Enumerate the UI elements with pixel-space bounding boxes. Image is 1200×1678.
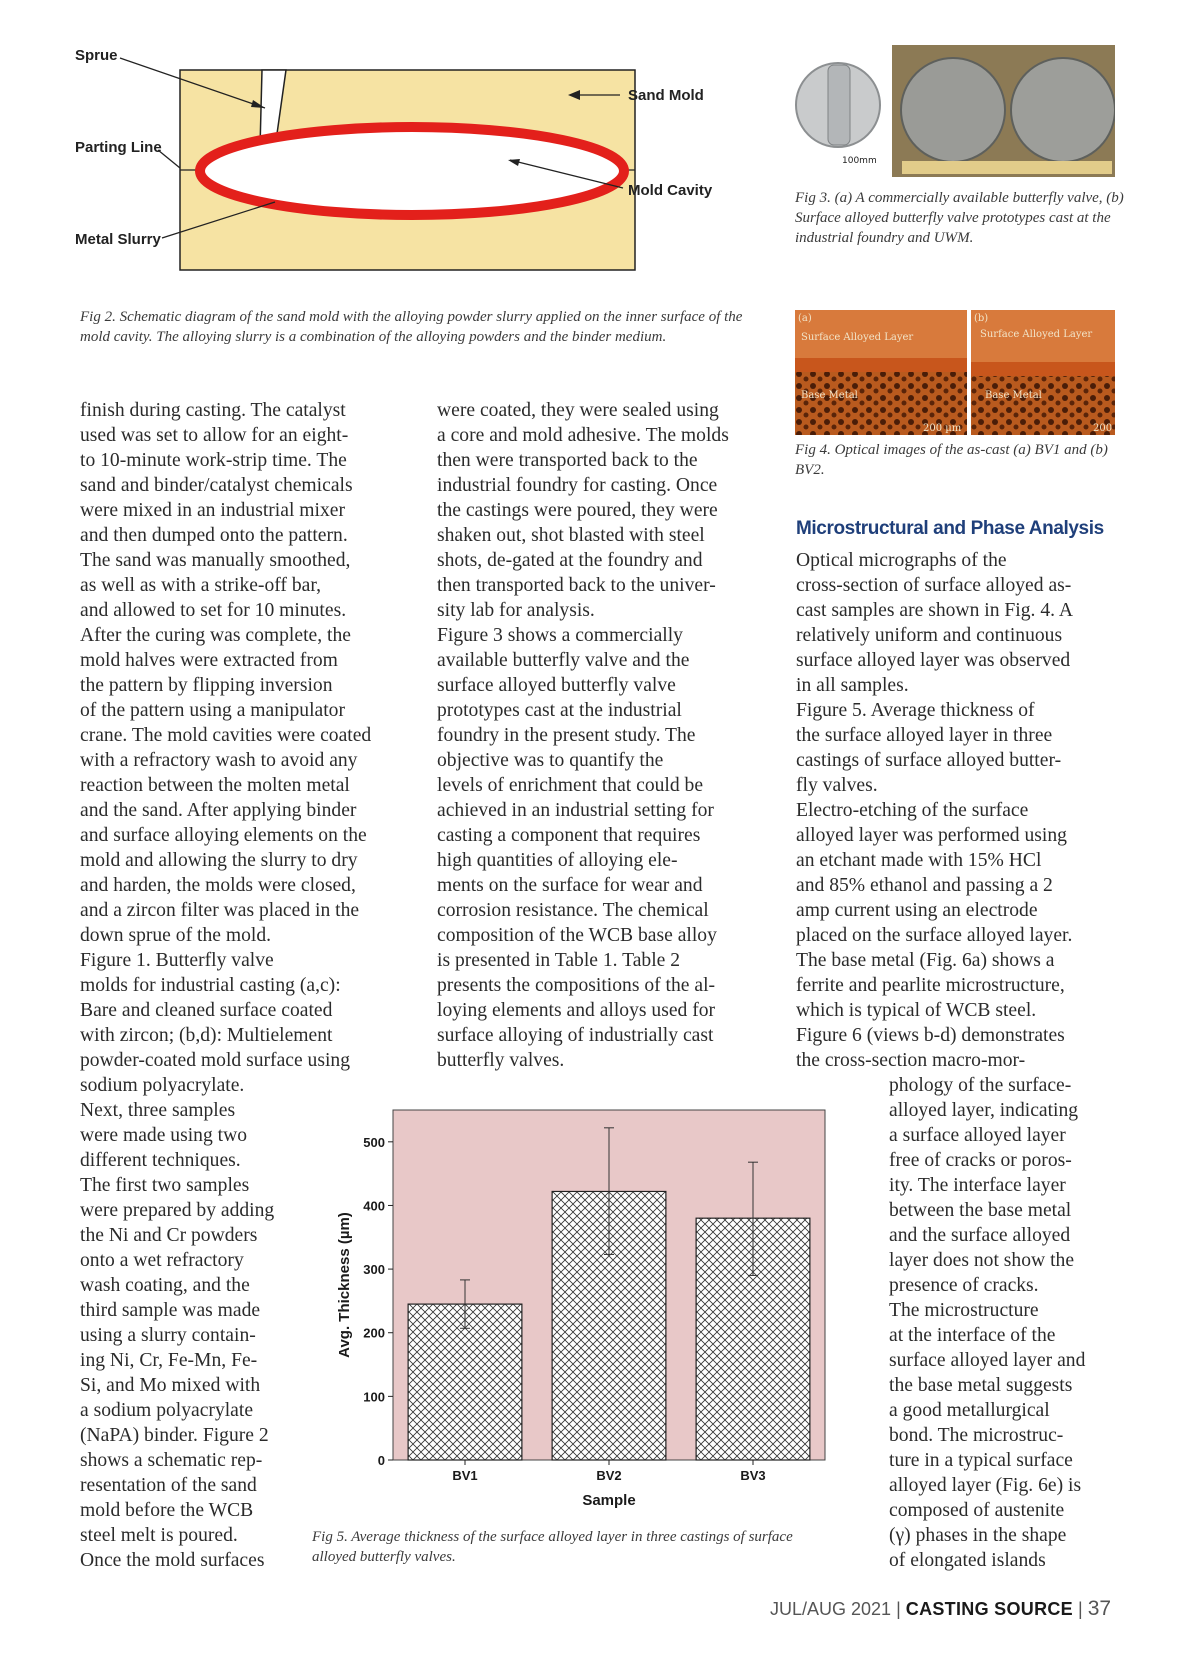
panel-a-bottom-label: Base Metal [801,390,858,401]
micrograph-panel-b [971,310,1115,435]
footer-separator-2: | [1078,1599,1083,1619]
x-axis-label: Sample [582,1492,636,1509]
fig5-bar-chart [325,1100,845,1520]
valve-stem-boss [828,65,850,145]
y-tick-label-0: 0 [377,1453,385,1468]
fig4-micrographs [795,310,1115,435]
footer-page-number: 37 [1087,1597,1112,1620]
panel-a-top-label: Surface Alloyed Layer [801,332,914,343]
label-parting-line: Parting Line [75,139,162,156]
y-tick-label-400: 400 [363,1198,385,1214]
y-axis-label: Avg. Thickness (µm) [336,1212,353,1358]
fig4-caption: Fig 4. Optical images of the as-cast (a) BV1 and (b) BV2. [795,442,1108,478]
prototype-valve-2 [1011,58,1115,162]
fig2-sand-mold-diagram [70,40,760,280]
mold-cavity-slurry-ring [200,127,624,215]
x-tick-label-bv3: BV3 [740,1468,766,1483]
y-tick-label-300: 300 [363,1262,385,1278]
column-1-text: finish during casting. The catalyst used was set to allow for an eight- to 10-minute work-strip time. The sand and binder/catalyst chemicals were mixed in an industrial mixer and then dumped onto the pattern. The sand was manually smoothed, as well as with a strike-off bar, and allowed to set for 10 minutes. After the curing was complete, the mold halves were extracted from the pattern by flipping inversion of the pattern using a manipulator crane. The mold cavities were coated with a refractory wash to avoid any reaction between the molten metal and the sand. After applying binder and surface alloying elements on the mold and allowing the slurry to dry and harden, the molds were closed, and a zircon filter was placed in the down sprue of the mold. Figure 1. Butterfly valve molds for industrial casting (a,c): Bare and cleaned surface coated with zircon; (b,d): Multielement powder-coated mold surface using sodium polyacrylate. Next, three samples were made using two different techniques. The first two samples were prepared by adding the Ni and Cr powders onto a wet refractory wash coating, and the third sample was made using a slurry contain- ing Ni, Cr, Fe-Mn, Fe- Si, and Mo mixed with a sodium polyacrylate (NaPA) binder. Figure 2 shows a schematic rep- resentation of the sand mold before the WCB steel melt is poured. Once the mold surfaces [80,400,372,1571]
footer-separator: | [896,1599,901,1619]
ruler [902,161,1112,174]
x-tick-label-bv1: BV1 [452,1468,478,1483]
label-metal-slurry: Metal Slurry [75,231,161,248]
footer-issue: JUL/AUG 2021 [770,1599,892,1619]
panel-b-scale: 200 [1093,423,1113,434]
prototype-valve-1 [901,58,1005,162]
label-sprue: Sprue [75,47,118,64]
y-tick-label-200: 200 [363,1325,385,1341]
fig2-caption: Fig 2. Schematic diagram of the sand mold with the alloying powder slurry applied on the inner surface of the mold cavity. The alloying slurry is a combination of the alloying powders and the binder medium. [80,309,743,345]
y-tick-label-500: 500 [363,1134,385,1150]
panel-b-tag: (b) [974,313,989,324]
panel-b-top-label: Surface Alloyed Layer [980,329,1093,340]
panel-b-bottom-label: Base Metal [985,390,1042,401]
footer-magazine: CASTING SOURCE [905,1599,1073,1619]
scale-label: 100mm [842,156,877,166]
column-2-text: were coated, they were sealed using a core and mold adhesive. The molds then were transported back to the industrial foundry for casting. Once the castings were poured, they were shaken out, shot blasted with steel shots, de-gated at the foundry and then transported back to the univer- sity lab for analysis. Figure 3 shows a commercially available butterfly valve and the surface alloyed butterfly valve prototypes cast at the industrial foundry in the present study. The objective was to quantify the levels of enrichment that could be achieved in an industrial setting for casting a component that requires high quantities of alloying ele- ments on the surface for wear and corrosion resistance. The chemical composition of the WCB base alloy is presented in Table 1. Table 2 presents the compositions of the al- loying elements and alloys used for surface alloying of industrially cast butterfly valves. [437,400,729,1071]
panel-a-scale: 200 µm [923,423,962,434]
panel-a-tag: (a) [798,313,812,324]
section-heading: Microstructural and Phase Analysis [796,518,1104,539]
label-sand-mold: Sand Mold [628,87,704,104]
column-3-top-text: Optical micrographs of the cross-section of surface alloyed as- cast samples are shown in Fig. 4. A relatively uniform and continuous surface alloyed layer was observed in all samples. Figure 5. Average thickness of the surface alloyed layer in three castings of surface alloyed butter- fly valves. Electro-etching of the surface alloyed layer was performed using an etchant made with 15% HCl and 85% ethanol and passing a 2 amp current using an electrode placed on the surface alloyed layer. The base metal (Fig. 6a) shows a ferrite and pearlite microstructure, which is typical of WCB steel. Figure 6 (views b-d) demonstrates the cross-section macro-mor- [796,550,1074,1071]
fig3-caption: Fig 3. (a) A commercially available butterfly valve, (b) Surface alloyed butterfly valve prototypes cast at the industrial foundry and UWM. [795,190,1124,246]
page-footer [770,1597,1111,1621]
label-mold-cavity: Mold Cavity [628,182,713,199]
fig3-valve-photos [790,45,1115,177]
x-tick-label-bv2: BV2 [596,1468,622,1483]
micrograph-panel-a [795,310,967,435]
fig5-caption: Fig 5. Average thickness of the surface alloyed layer in three castings of surface alloyed butterfly valves. [312,1529,793,1565]
y-tick-label-100: 100 [363,1389,385,1405]
column-3-bottom-text: phology of the surface- alloyed layer, indicating a surface alloyed layer free of cracks or poros- ity. The interface layer between the base metal and the surface alloyed layer does not show the presence of cracks. The microstructure at the interface of the surface alloyed layer and the base metal suggests a good metallurgical bond. The microstruc- ture in a typical surface alloyed layer (Fig. 6e) is composed of austenite (γ) phases in the shape of elongated islands [889,1075,1086,1571]
